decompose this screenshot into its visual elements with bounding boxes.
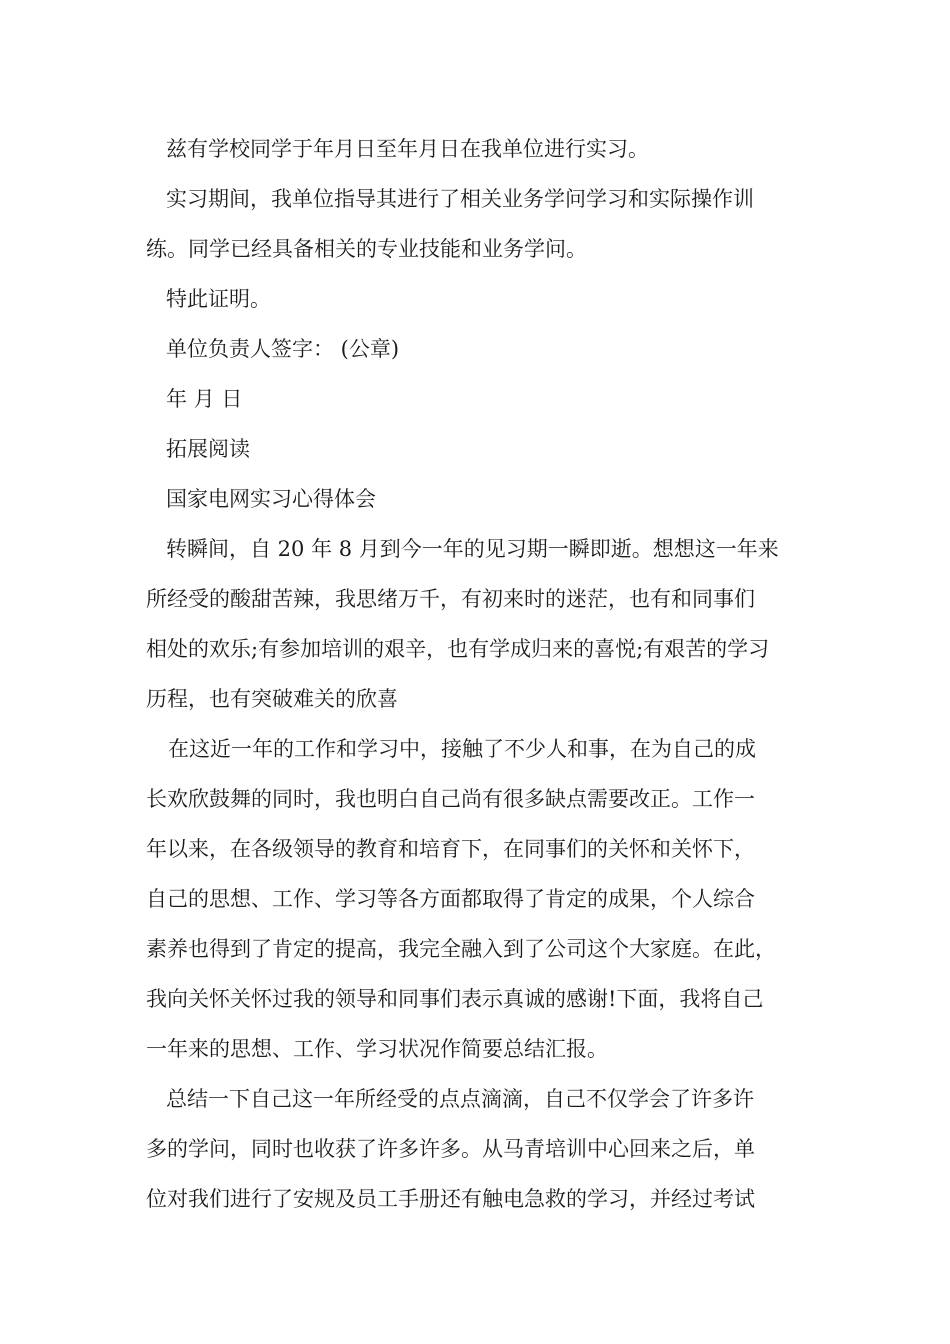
paragraph-line: 一年来的思想、工作、学习状况作简要总结汇报。: [146, 1037, 608, 1061]
paragraph-line: 实习期间，我单位指导其进行了相关业务学问学习和实际操作训: [166, 187, 754, 211]
paragraph-line: 练。同学已经具备相关的专业技能和业务学问。: [146, 237, 587, 261]
paragraph-line: 自己的思想、工作、学习等各方面都取得了肯定的成果，个人综合: [146, 887, 755, 911]
paragraph-line: 在这近一年的工作和学习中，接触了不少人和事，在为自己的成: [168, 737, 756, 761]
paragraph-line: 年以来，在各级领导的教育和培育下，在同事们的关怀和关怀下，: [146, 837, 755, 861]
paragraph-line: 相处的欢乐;有参加培训的艰辛，也有学成归来的喜悦;有艰苦的学习: [146, 637, 770, 661]
section-heading: 拓展阅读: [166, 437, 250, 461]
paragraph-line: 我向关怀关怀过我的领导和同事们表示真诚的感谢!下面，我将自己: [146, 987, 764, 1011]
paragraph-line: 历程，也有突破难关的欣喜: [146, 687, 398, 711]
intro-line: 兹有学校同学于年月日至年月日在我单位进行实习。: [166, 137, 649, 161]
closing-line: 特此证明。: [166, 287, 271, 311]
paragraph-line: 长欢欣鼓舞的同时，我也明白自己尚有很多缺点需要改正。工作一: [146, 787, 755, 811]
paragraph-line: 总结一下自己这一年所经受的点点滴滴，自己不仅学会了许多许: [166, 1087, 754, 1111]
paragraph-line: 转瞬间，自 20 年 8 月到今一年的见习期一瞬即逝。想想这一年来: [166, 537, 779, 561]
date-line: 年 月 日: [166, 387, 243, 411]
paragraph-line: 多的学问，同时也收获了许多许多。从马青培训中心回来之后，单: [146, 1137, 755, 1161]
paragraph-line: 素养也得到了肯定的提高，我完全融入到了公司这个大家庭。在此，: [146, 937, 776, 961]
paragraph-line: 所经受的酸甜苦辣，我思绪万千，有初来时的迷茫，也有和同事们: [146, 587, 755, 611]
signature-line: 单位负责人签字： (公章): [166, 337, 400, 361]
paragraph-line: 位对我们进行了安规及员工手册还有触电急救的学习，并经过考试: [146, 1187, 755, 1211]
article-title: 国家电网实习心得体会: [166, 487, 376, 511]
